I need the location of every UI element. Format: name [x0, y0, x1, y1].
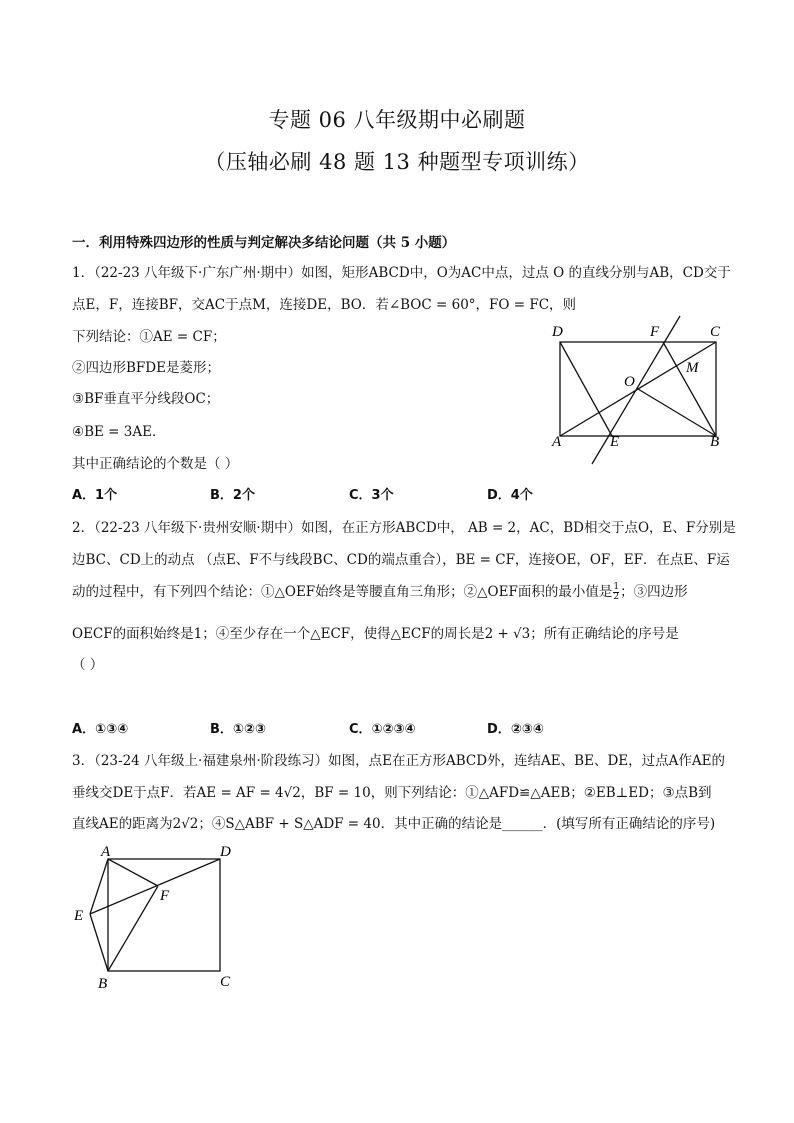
q1-option-c: C．3个	[349, 488, 394, 503]
q2-line-3	[72, 580, 688, 602]
title-line-1: 专题 06 八年级期中必刷题	[268, 108, 526, 132]
fraction-numerator: 1	[613, 582, 620, 592]
q2-line-3-end: ；③四边形	[620, 584, 688, 600]
q1-line-2: 点E，F，连接BF，交AC于点M，连接DE，BO．若∠BOC = 60°，FO = FC，则	[72, 297, 577, 313]
label-m: M	[686, 360, 699, 376]
q1-option-b: B．2个	[210, 488, 255, 503]
q2-line-5: （ ）	[72, 657, 104, 673]
label-d: D	[220, 846, 231, 860]
q2-line-4: OECF的面积始终是1；④至少存在一个△ECF，使得△ECF的周长是2 + √3；所有正确结论的序号是	[72, 626, 679, 642]
q2-option-d: D．②③④	[487, 722, 544, 737]
seg-ae	[90, 859, 108, 914]
label-f: F	[160, 888, 170, 904]
label-o: O	[624, 374, 635, 390]
q1-option-a: A．1个	[72, 488, 118, 503]
q1-line-4: ②四边形BFDE是菱形；	[72, 360, 220, 376]
q1-line-5: ③BF垂直平分线段OC；	[72, 391, 220, 407]
q1-line-7: 其中正确结论的个数是（ ）	[72, 456, 239, 472]
q1-line-1: 1．（22-23 八年级下·广东广州·期中）如图，矩形ABCD中，O为AC中点，过点 O 的直线分别与AB，CD交于	[72, 265, 731, 281]
q1-line-6: ④BE = 3AE．	[72, 424, 166, 440]
seg-be	[90, 914, 108, 971]
q1-figure	[540, 314, 740, 474]
seg-bf	[663, 342, 716, 436]
label-c: C	[710, 324, 721, 340]
q3-line-2: 垂线交DE于点F．若AE = AF = 4√2，BF = 10，则下列结论：①△AFD≌△AEB；②EB⊥ED；③点B到	[72, 785, 712, 801]
label-a: A	[101, 846, 111, 860]
seg-af	[108, 859, 158, 886]
q3-figure	[70, 846, 250, 996]
seg-bo	[638, 389, 716, 436]
q1-line-3: 下列结论：①AE = CF；	[72, 329, 226, 345]
label-a: A	[552, 434, 562, 450]
section-heading: 一．利用特殊四边形的性质与判定解决多结论问题（共 5 小题）	[72, 235, 456, 251]
title-line-2: （压轴必刷 48 题 13 种题型专项训练）	[204, 150, 590, 174]
fraction-denominator: 2	[613, 592, 620, 602]
label-c: C	[220, 974, 231, 990]
q2-option-b: B．①②③	[210, 722, 266, 737]
label-e: E	[74, 908, 84, 924]
q2-line-2: 边BC、CD上的动点 （点E、F不与线段BC、CD的端点重合），BE = CF，连接OE，OF，EF．在点E、F运	[72, 552, 730, 568]
label-e: E	[610, 434, 620, 450]
label-f: F	[650, 324, 660, 340]
square-abcd	[108, 859, 220, 971]
label-b: B	[98, 976, 108, 992]
label-d: D	[552, 324, 563, 340]
q3-line-1: 3．（23-24 八年级上·福建泉州·阶段练习）如图，点E在正方形ABCD外，连结AE、BE、DE，过点A作AE的	[72, 753, 725, 769]
q2-option-c: C．①②③④	[349, 722, 416, 737]
seg-bf	[108, 886, 158, 971]
q3-line-3: 直线AE的距离为2√2；④S△ABF + S△ADF = 40．其中正确的结论是______．(填写所有正确结论的序号)	[72, 816, 716, 832]
fraction	[613, 583, 619, 602]
q2-line-1: 2．（22-23 八年级下·贵州安顺·期中）如图，在正方形ABCD中， AB = 2，AC，BD相交于点O，E、F分别是	[72, 520, 736, 536]
line-ef	[592, 316, 680, 464]
q1-option-d: D．4个	[487, 488, 533, 503]
q2-line-3-start: 动的过程中，有下列四个结论：①△OEF始终是等腰直角三角形；②△OEF面积的最小值是	[72, 584, 613, 600]
seg-de	[90, 859, 220, 914]
q2-option-a: A．①③④	[72, 722, 129, 737]
seg-de	[560, 342, 612, 436]
label-b: B	[710, 434, 720, 450]
